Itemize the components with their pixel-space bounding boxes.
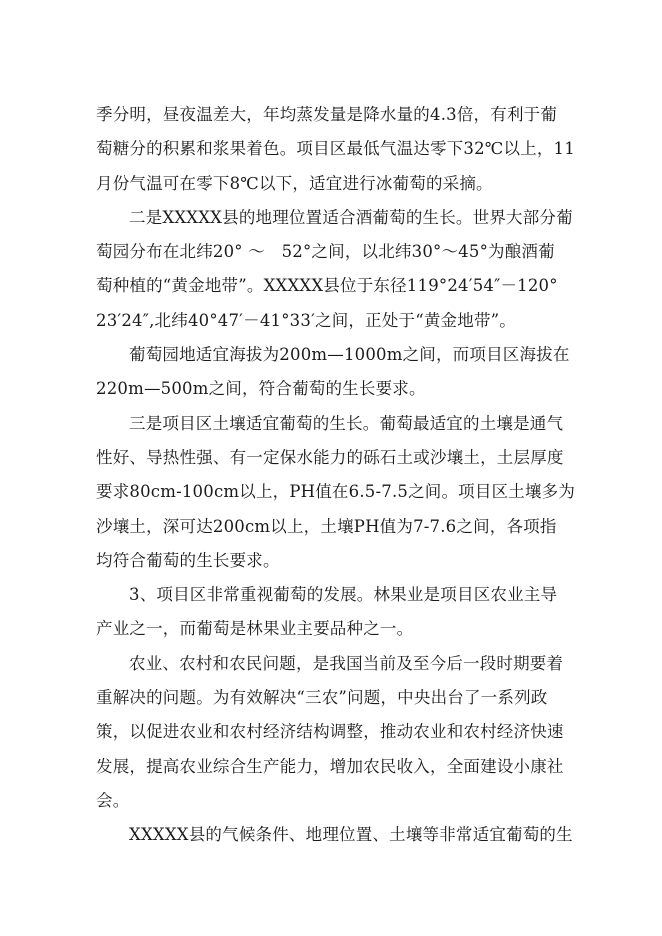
text-line: 220m—500m之间，符合葡萄的生长要求。 [96, 379, 426, 399]
text-line: 策，以促进农业和农村经济结构调整，推动农业和农村经济快速 [96, 722, 564, 742]
text-line: 产业之一，而葡萄是林果业主要品种之一。 [96, 619, 414, 639]
text-line: 季分明，昼夜温差大，年均蒸发量是降水量的4.3倍，有利于葡 [96, 105, 558, 124]
text-line: 农业、农村和农民问题，是我国当前及至今后一段时期要着 [129, 653, 564, 673]
text-line: XXXXX县的气候条件、地理位置、土壤等非常适宜葡萄的生 [129, 825, 573, 845]
text-line: 发展，提高农业综合生产能力，增加农民收入，全面建设小康社 [96, 756, 564, 776]
text-line: 沙壤土，深可达200cm以上，土壤PH值为7-7.6之间，各项指 [96, 516, 557, 536]
text-line: 萄园分布在北纬20° ～ 52°之间，以北纬30°～45°为酿酒葡 [96, 242, 555, 262]
text-line: 三是项目区土壤适宜葡萄的生长。葡萄最适宜的土壤是通气 [129, 413, 564, 433]
text-line: 3、项目区非常重视葡萄的发展。林果业是项目区农业主导 [129, 585, 558, 605]
text-line: 性好、导热性强、有一定保水能力的砾石土或沙壤土，土层厚度 [96, 447, 564, 467]
text-line: 23′24″,北纬40°47′－41°33′之间，正处于“黄金地带”。 [96, 310, 516, 330]
text-line: 二是XXXXX县的地理位置适合酒葡萄的生长。世界大部分葡 [129, 207, 573, 227]
text-line: 萄糖分的积累和浆果着色。项目区最低气温达零下32℃以上，11 [96, 139, 575, 159]
text-line: 萄种植的“黄金地带”。XXXXX县位于东径119°24′54″－120° [96, 276, 558, 296]
text-line: 会。 [96, 790, 130, 810]
text-line: 均符合葡萄的生长要求。 [96, 550, 280, 570]
text-line: 重解决的问题。为有效解决“三农”问题，中央出台了一系列政 [96, 688, 548, 708]
document-body [96, 98, 576, 853]
text-line: 要求80cm-100cm以上，PH值在6.5-7.5之间。项目区土壤多为 [96, 482, 576, 502]
text-line: 葡萄园地适宜海拔为200m—1000m之间，而项目区海拔在 [129, 345, 570, 365]
text-line: 月份气温可在零下8℃以下，适宜进行冰葡萄的采摘。 [96, 173, 493, 193]
